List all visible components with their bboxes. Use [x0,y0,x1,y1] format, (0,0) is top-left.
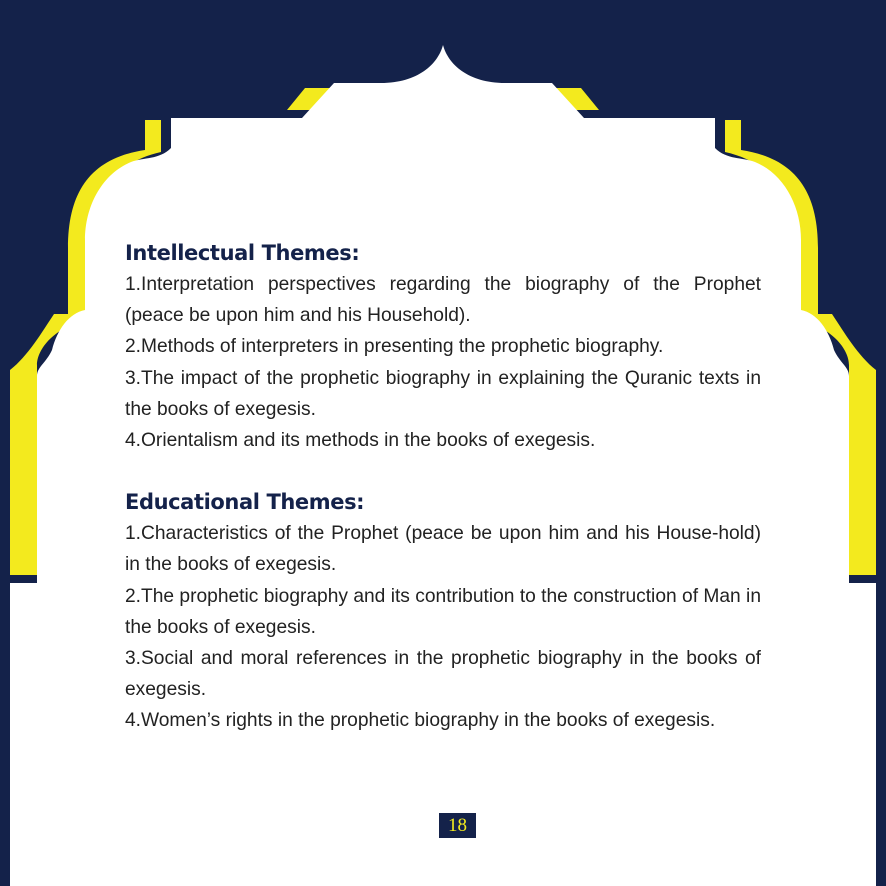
themes-content [125,238,761,737]
list-item: 3.The impact of the prophetic biography in explaining the Quranic texts in the books of exegesis. [125,367,761,420]
section-heading: Intellectual Themes: [125,241,360,265]
intellectual-themes-section [125,238,761,456]
section-heading: Educational Themes: [125,490,365,515]
theme-list [125,269,761,456]
list-item: 3.Social and moral references in the prophetic biography in the books of exegesis. [125,648,761,701]
list-item: 2.Methods of interpreters in presenting the prophetic biography. [125,336,664,358]
list-item: 4.Women’s rights in the prophetic biography in the books of exegesis. [125,710,716,732]
theme-list [125,518,761,736]
list-item: 4.Orientalism and its methods in the books of exegesis. [125,430,596,452]
list-item: 1.Interpretation perspectives regarding the biography of the Prophet (peace be upon him and his Household). [125,274,761,327]
list-item: 1.Characteristics of the Prophet (peace be upon him and his House-hold) in the books of exegesis. [125,523,761,576]
educational-themes-section [125,487,761,736]
list-item: 2.The prophetic biography and its contribution to the construction of Man in the books of exegesis. [125,585,761,638]
page-number-badge: 18 [439,813,476,838]
